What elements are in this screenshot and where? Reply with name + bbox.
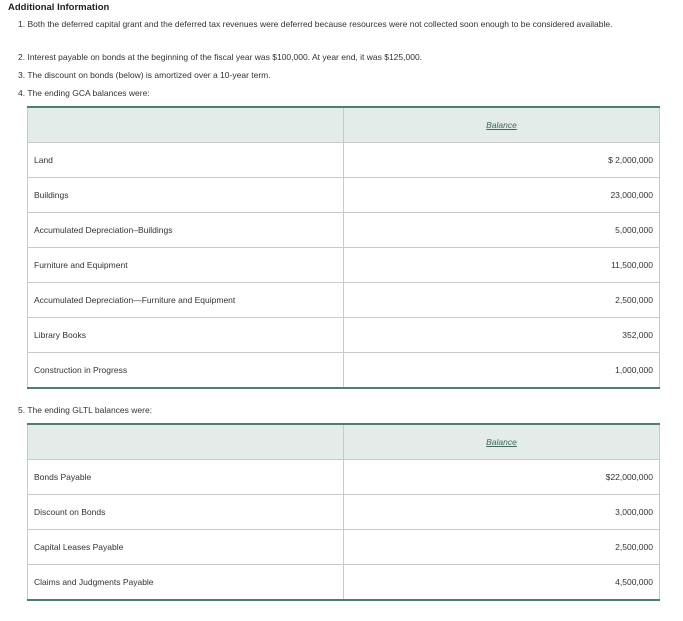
- note-text: Both the deferred capital grant and the deferred tax revenues were deferred because resources were not collected soon enough to be considered available.: [27, 19, 613, 29]
- note-text: The ending GCA balances were:: [27, 88, 150, 98]
- note-3: [18, 70, 668, 81]
- gca-balances-table: [27, 106, 660, 389]
- row-value: 4,500,000: [344, 565, 660, 601]
- note-text: The ending GLTL balances were:: [27, 405, 153, 415]
- table-row: [28, 318, 660, 353]
- row-label: Land: [28, 143, 344, 178]
- row-label: Buildings: [28, 178, 344, 213]
- table-row: [28, 248, 660, 283]
- row-value: $ 2,000,000: [344, 143, 660, 178]
- row-label: Construction in Progress: [28, 353, 344, 389]
- note-1: [18, 19, 668, 30]
- row-value: 11,500,000: [344, 248, 660, 283]
- row-label: Discount on Bonds: [28, 495, 344, 530]
- table-row: [28, 353, 660, 389]
- note-text: Interest payable on bonds at the beginning of the fiscal year was $100,000. At year end, it was $125,000.: [27, 52, 423, 62]
- table-header-row: [28, 107, 660, 143]
- table-row: [28, 213, 660, 248]
- row-label: Claims and Judgments Payable: [28, 565, 344, 601]
- row-label: Library Books: [28, 318, 344, 353]
- table-row: [28, 460, 660, 495]
- note-number: 2.: [18, 52, 26, 62]
- section-heading: Additional Information: [8, 2, 110, 13]
- row-label: Accumulated Depreciation—Furniture and Equipment: [28, 283, 344, 318]
- table-header-row: [28, 424, 660, 460]
- table-row: [28, 178, 660, 213]
- note-number: 5.: [18, 405, 26, 415]
- row-label: Accumulated Depreciation–Buildings: [28, 213, 344, 248]
- balance-column-header: Balance: [344, 107, 660, 143]
- table-row: [28, 283, 660, 318]
- note-number: 3.: [18, 70, 26, 80]
- note-4: [18, 88, 668, 99]
- note-number: 4.: [18, 88, 26, 98]
- table-row: [28, 565, 660, 601]
- row-value: 2,500,000: [344, 283, 660, 318]
- note-text: The discount on bonds (below) is amortized over a 10-year term.: [27, 70, 271, 80]
- table-header-blank: [28, 424, 344, 460]
- note-5: [18, 405, 668, 416]
- row-value: 3,000,000: [344, 495, 660, 530]
- row-label: Furniture and Equipment: [28, 248, 344, 283]
- row-value: 2,500,000: [344, 530, 660, 565]
- row-value: 23,000,000: [344, 178, 660, 213]
- row-value: 5,000,000: [344, 213, 660, 248]
- note-number: 1.: [18, 19, 26, 29]
- row-value: $22,000,000: [344, 460, 660, 495]
- note-2: [18, 52, 668, 63]
- table-row: [28, 143, 660, 178]
- table-row: [28, 530, 660, 565]
- row-label: Bonds Payable: [28, 460, 344, 495]
- row-label: Capital Leases Payable: [28, 530, 344, 565]
- table-row: [28, 495, 660, 530]
- gltl-balances-table: [27, 423, 660, 601]
- row-value: 352,000: [344, 318, 660, 353]
- table-header-blank: [28, 107, 344, 143]
- balance-column-header: Balance: [344, 424, 660, 460]
- row-value: 1,000,000: [344, 353, 660, 389]
